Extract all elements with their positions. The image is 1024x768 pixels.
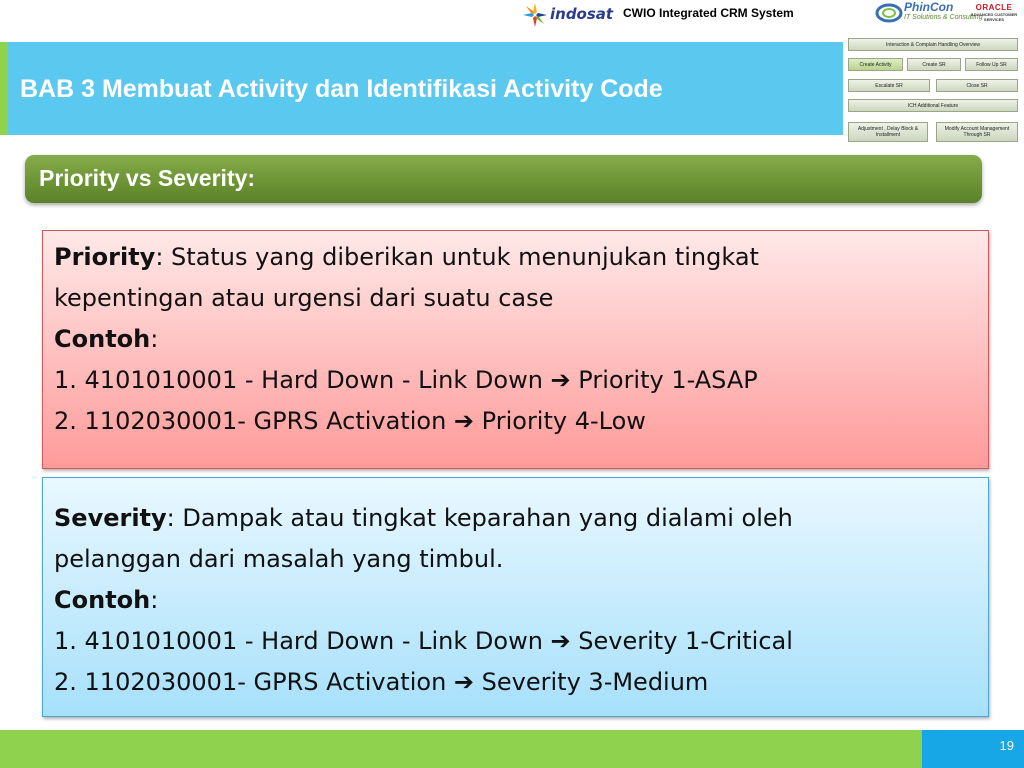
- process-step-label: ICH Additional Feature: [907, 102, 959, 109]
- severity-example-heading: [54, 580, 977, 621]
- right-arrow-icon: ➔: [550, 627, 571, 655]
- indosat-star-icon: [522, 2, 548, 28]
- process-step-label: Create Activity: [859, 61, 892, 68]
- process-step-label: Modify Account Management Through SR: [944, 126, 1010, 138]
- process-step-modify-account: [936, 122, 1018, 142]
- process-step-label: Interaction & Complain Handling Overview: [886, 41, 980, 48]
- process-step-label: Create SR: [922, 61, 946, 68]
- right-arrow-icon: ➔: [453, 668, 475, 696]
- process-step-label: Escalate SR: [875, 82, 903, 89]
- indosat-wordmark: indosat: [550, 5, 614, 23]
- process-step-create-sr: [907, 58, 961, 71]
- process-step-follow-up-sr: [965, 58, 1018, 71]
- example-result: Priority 1-ASAP: [578, 366, 758, 394]
- example-label: Contoh: [54, 586, 151, 614]
- section-title: Priority vs Severity:: [39, 165, 256, 191]
- priority-example-2: [54, 401, 977, 442]
- priority-example-1: [54, 360, 977, 401]
- example-code: 2. 1102030001- GPRS Activation: [54, 668, 447, 696]
- severity-definition-continued: pelanggan dari masalah yang timbul.: [54, 545, 504, 573]
- severity-definition-text: : Dampak atau tingkat keparahan yang dialami oleh: [166, 504, 793, 532]
- phincon-wordmark: PhinCon: [904, 0, 954, 14]
- process-step-overview: [848, 38, 1018, 51]
- title-accent-stripe: [0, 42, 8, 135]
- severity-definition-line: [54, 498, 977, 539]
- example-colon: :: [150, 586, 159, 614]
- example-code: 2. 1102030001- GPRS Activation: [54, 407, 447, 435]
- severity-definition-box: [42, 477, 989, 717]
- oracle-wordmark: ORACLE: [975, 3, 1013, 12]
- priority-example-heading: [54, 319, 977, 360]
- example-colon: :: [150, 325, 159, 353]
- process-step-close-sr: [936, 79, 1018, 92]
- process-flow-diagram: [845, 33, 1022, 145]
- process-step-create-activity: [848, 58, 903, 71]
- crm-system-title: CWIO Integrated CRM System: [623, 6, 794, 20]
- process-step-ich-additional: [848, 99, 1018, 112]
- slide-title: BAB 3 Membuat Activity dan Identifikasi Activity Code: [20, 75, 663, 103]
- oracle-tagline: ADVANCED CUSTOMER SERVICES: [970, 12, 1018, 22]
- example-label: Contoh: [54, 325, 151, 353]
- phincon-tagline: IT Solutions & Consulting: [904, 14, 983, 21]
- right-arrow-icon: ➔: [550, 366, 571, 394]
- example-result: Severity 1-Critical: [578, 627, 793, 655]
- priority-definition-box: [42, 230, 989, 469]
- priority-definition-continued: kepentingan atau urgensi dari suatu case: [54, 284, 554, 312]
- process-step-escalate-sr: [848, 79, 930, 92]
- process-step-adjustment: [848, 122, 928, 142]
- phincon-logo: [875, 0, 983, 26]
- footer-page-block: [922, 730, 1024, 768]
- process-step-label: Adjustment , Delay Block & Installment: [857, 126, 919, 138]
- page-number: 19: [999, 738, 1014, 753]
- priority-term: Priority: [54, 243, 156, 271]
- severity-example-1: [54, 621, 977, 662]
- right-arrow-icon: ➔: [453, 407, 475, 435]
- title-banner: [0, 42, 843, 135]
- priority-definition-line: [54, 237, 977, 278]
- severity-example-2: [54, 662, 977, 703]
- oracle-logo: [965, 3, 1023, 25]
- section-header: [25, 155, 982, 203]
- severity-term: Severity: [54, 504, 167, 532]
- example-result: Priority 4-Low: [481, 407, 646, 435]
- footer-bar: [0, 730, 922, 768]
- process-step-label: Follow Up SR: [976, 61, 1007, 68]
- example-code: 1. 4101010001 - Hard Down - Link Down: [54, 366, 543, 394]
- example-result: Severity 3-Medium: [481, 668, 709, 696]
- process-step-label: Close SR: [966, 82, 988, 89]
- example-code: 1. 4101010001 - Hard Down - Link Down: [54, 627, 543, 655]
- phincon-swirl-icon: [875, 2, 903, 24]
- priority-definition-text: : Status yang diberikan untuk menunjukan tingkat: [155, 243, 759, 271]
- indosat-logo: [522, 2, 617, 28]
